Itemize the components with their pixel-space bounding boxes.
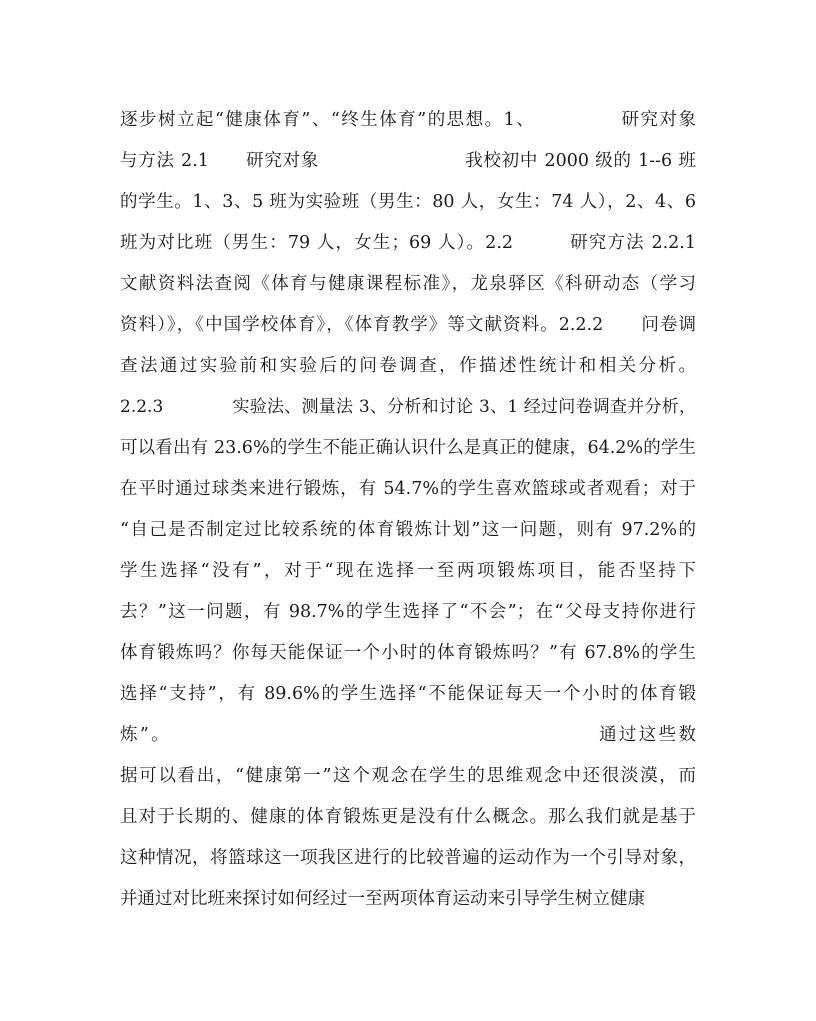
text-line: 且对于长期的、健康的体育锻炼更是没有什么概念。那么我们就是基于 (120, 807, 696, 827)
text-line: 文献资料法查阅《体育与健康课程标准》，龙泉驿区《科研动态（学习 (120, 274, 696, 294)
text-line: 据可以看出，“健康第一”这个观念在学生的思维观念中还很淡漠，而 (120, 766, 696, 786)
text-line: 资料）》，《中国学校体育》，《体育教学》等文献资料。2.2.2 问卷调 (120, 315, 696, 335)
text-line: 去？”这一问题，有 98.7%的学生选择了“不会”；在“父母支持你进行 (120, 602, 696, 622)
text-line: 班为对比班（男生：79 人，女生；69 人）。2.2 研究方法 2.2.1 (120, 233, 696, 253)
text-line: 逐步树立起“健康体育”、“终生体育”的思想。1、 研究对象 (120, 110, 696, 130)
text-line: 体育锻炼吗？你每天能保证一个小时的体育锻炼吗？”有 67.8%的学生 (120, 643, 696, 663)
text-line: 在平时通过球类来进行锻炼，有 54.7%的学生喜欢篮球或者观看；对于 (120, 479, 696, 499)
text-line: 2.2.3 实验法、测量法 3、分析和讨论 3、1 经过问卷调查并分析， (120, 397, 696, 417)
text-line: 与方法 2.1 研究对象 我校初中 2000 级的 1--6 班 (120, 151, 696, 171)
text-line: 学生选择“没有”，对于“现在选择一至两项锻炼项目，能否坚持下 (120, 561, 696, 581)
text-line: 炼”。 通过这些数 (120, 725, 696, 745)
text-line: 选择“支持”，有 89.6%的学生选择“不能保证每天一个小时的体育锻 (120, 684, 696, 704)
text-line: 查法通过实验前和实验后的问卷调查，作描述性统计和相关分析。 (120, 356, 696, 376)
text-line: 这种情况，将篮球这一项我区进行的比较普遍的运动作为一个引导对象， (120, 848, 696, 868)
text-line: 的学生。1、3、5 班为实验班（男生：80 人，女生：74 人），2、4、6 (120, 192, 696, 212)
text-line: “自己是否制定过比较系统的体育锻炼计划”这一问题，则有 97.2%的 (120, 520, 696, 540)
text-line: 可以看出有 23.6%的学生不能正确认识什么是真正的健康，64.2%的学生 (120, 438, 696, 458)
text-line: 并通过对比班来探讨如何经过一至两项体育运动来引导学生树立健康 (120, 889, 645, 909)
